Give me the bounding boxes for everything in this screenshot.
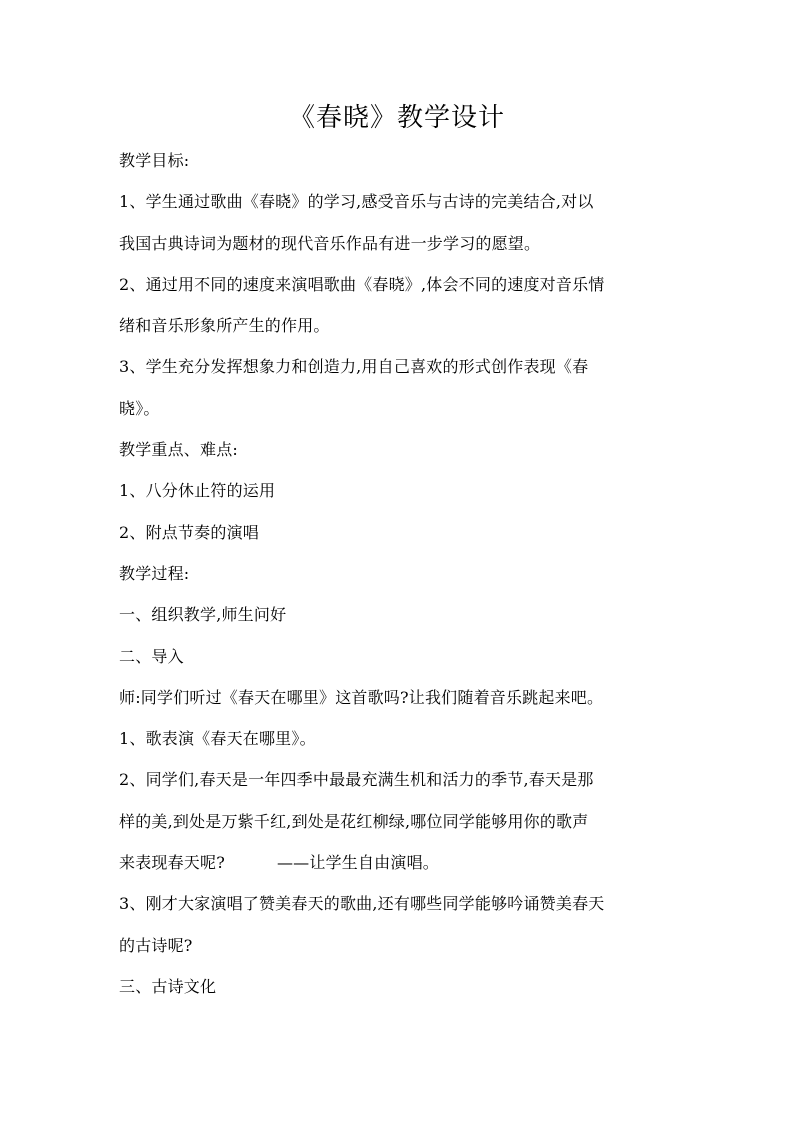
paragraph-line: 3、刚才大家演唱了赞美春天的歌曲,还有哪些同学能够吟诵赞美春天 (119, 894, 605, 914)
paragraph-line: 的古诗呢? (119, 935, 193, 955)
paragraph-line: 绪和音乐形象所产生的作用。 (119, 316, 330, 336)
paragraph-line: 三、古诗文化 (119, 976, 217, 996)
paragraph-line: 1、歌表演《春天在哪里》。 (119, 729, 316, 749)
paragraph-line: 1、八分休止符的运用 (119, 481, 276, 501)
document-body (119, 140, 679, 1007)
paragraph-line-part: ——让学生自由演唱。 (276, 853, 439, 873)
paragraph-line: 晓》。 (119, 398, 160, 418)
document-title: 《春晓》教学设计 (288, 103, 505, 133)
paragraph-line: 2、同学们,春天是一年四季中最最充满生机和活力的季节,春天是那 (119, 770, 594, 790)
paragraph-line: 一、组织教学,师生问好 (119, 605, 287, 625)
paragraph-line: 2、通过用不同的速度来演唱歌曲《春晓》,体会不同的速度对音乐情 (119, 274, 605, 294)
paragraph-line: 师:同学们听过《春天在哪里》这首歌吗?让我们随着音乐跳起来吧。 (119, 687, 604, 707)
paragraph-line-part: 来表现春天呢? (119, 853, 225, 873)
paragraph-line: 1、学生通过歌曲《春晓》的学习,感受音乐与古诗的完美结合,对以 (119, 192, 594, 212)
paragraph-line: 教学重点、难点: (119, 440, 238, 460)
paragraph-line: 我国古典诗词为题材的现代音乐作品有进一步学习的愿望。 (119, 233, 541, 253)
paragraph-line: 2、附点节奏的演唱 (119, 522, 259, 542)
paragraph-line (119, 842, 679, 883)
paragraph-line: 3、学生充分发挥想象力和创造力,用自己喜欢的形式创作表现《春 (119, 357, 589, 377)
paragraph-line: 教学目标: (119, 151, 190, 170)
paragraph-line: 教学过程: (119, 563, 190, 583)
paragraph-line: 二、导入 (119, 646, 184, 666)
paragraph-line: 样的美,到处是万紫千红,到处是花红柳绿,哪位同学能够用你的歌声 (119, 811, 589, 831)
